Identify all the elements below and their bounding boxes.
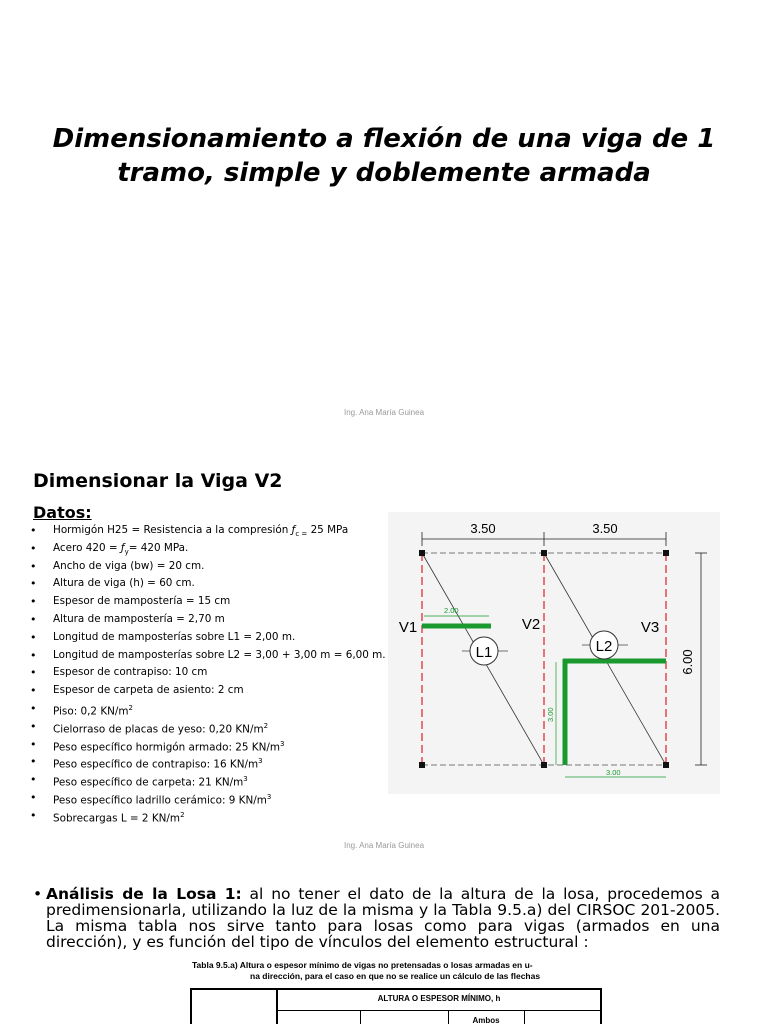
table-caption-line1: Altura o espesor mínimo de vigas no pretensadas o losas armadas en u- bbox=[237, 960, 533, 970]
data-list-item: • Peso específico ladrillo cerámico: 9 $KN/m^3$ bbox=[30, 789, 386, 807]
floor-plan-svg bbox=[388, 512, 720, 794]
wall-l1-dim: 2.00 bbox=[444, 606, 459, 615]
bullet: • bbox=[33, 885, 43, 903]
wall-l2-vertical-dim: 3.00 bbox=[546, 707, 555, 722]
slide-analysis bbox=[0, 860, 768, 1024]
slab-l1-label: L1 bbox=[475, 644, 493, 661]
data-list-item: • Espesor de carpeta de asiento: 2 cm bbox=[30, 682, 386, 700]
data-list-item: • Peso específico de carpeta: 21 $KN/m^3$ bbox=[30, 771, 386, 789]
data-list-item: • Piso: 0,2 $KN/m^2$ bbox=[30, 700, 386, 718]
data-list-item: • Sobrecargas L = 2 $KN/m^2$ bbox=[30, 807, 386, 825]
slide-footer: Ing. Ana María Guinea bbox=[343, 408, 425, 417]
presentation-title: Dimensionamiento a flexión de una viga de 1 tramo, simple y doblemente armada bbox=[52, 124, 716, 188]
slab-l2-label: L2 bbox=[595, 638, 613, 655]
beam-v3-label: V3 bbox=[640, 619, 660, 636]
data-list-item: • Ancho de viga (bw) = 20 cm. bbox=[30, 558, 386, 576]
data-list-item: • Espesor de mampostería = 15 cm bbox=[30, 593, 386, 611]
slide-title bbox=[0, 0, 768, 430]
table-caption-line2: na dirección, para el caso en que no se realice un cálculo de las flechas bbox=[250, 971, 541, 981]
data-list-item: • Longitud de mamposterías sobre L1 = 2,00 m. bbox=[30, 629, 386, 647]
table-caption-label: Tabla 9.5.a) bbox=[192, 960, 238, 970]
data-list bbox=[30, 522, 386, 825]
slide-heading: Dimensionar la Viga V2 bbox=[33, 470, 283, 492]
data-list-item: • Cielorraso de placas de yeso: 0,20 $KN/m^2$ bbox=[30, 718, 386, 736]
datos-label: Datos: bbox=[33, 503, 92, 522]
data-list-item: • Longitud de mamposterías sobre L2 = 3,00 + 3,00 m = 6,00 m. bbox=[30, 647, 386, 665]
dim-top-right: 3.50 bbox=[592, 521, 618, 536]
wall-l2-horizontal-dim: 3.00 bbox=[606, 768, 621, 777]
analysis-text: al no tener el dato de la altura de la losa, procedemos a predimensionarla, utilizando la luz de la misma y la Tabla 9.5.a) del CIRSOC 201-2005. La misma tabla nos sirve tanto para losas como para vigas (armados en una dirección), y es función del tipo de vínculos del elemento estructural : bbox=[46, 885, 720, 951]
floor-plan-diagram bbox=[388, 512, 720, 794]
table-caption bbox=[192, 960, 540, 982]
min-thickness-table bbox=[190, 988, 602, 1024]
beam-v2-label: V2 bbox=[521, 616, 541, 633]
table-header: ALTURA O ESPESOR MÍNIMO, h bbox=[377, 994, 501, 1003]
data-list-item: • Altura de mampostería = 2,70 m bbox=[30, 611, 386, 629]
dim-top-left: 3.50 bbox=[470, 521, 496, 536]
slide-footer: Ing. Ana María Guinea bbox=[343, 841, 425, 850]
data-list-item: • Peso específico hormigón armado: 25 $KN/m^3$ bbox=[30, 736, 386, 754]
dim-right: 6.00 bbox=[680, 649, 695, 675]
beam-v1-label: V1 bbox=[398, 619, 418, 636]
analysis-lead: Análisis de la Losa 1: bbox=[46, 885, 242, 903]
data-list-item: • Espesor de contrapiso: 10 cm bbox=[30, 664, 386, 682]
slide-data bbox=[0, 430, 768, 860]
data-list-item: • Acero $420 = ƒ_y= 420$ MPa. bbox=[30, 540, 386, 558]
table-subheader: Ambos bbox=[472, 1016, 500, 1024]
analysis-paragraph bbox=[33, 885, 720, 951]
data-list-item: • Altura de viga (h) = 60 cm. bbox=[30, 575, 386, 593]
data-list-item: • Peso específico de contrapiso: 16 $KN/m^3$ bbox=[30, 753, 386, 771]
data-list-item: • Hormigón H25 = Resistencia a la compresión $ƒ_{c =}$ 25 MPa bbox=[30, 522, 386, 540]
